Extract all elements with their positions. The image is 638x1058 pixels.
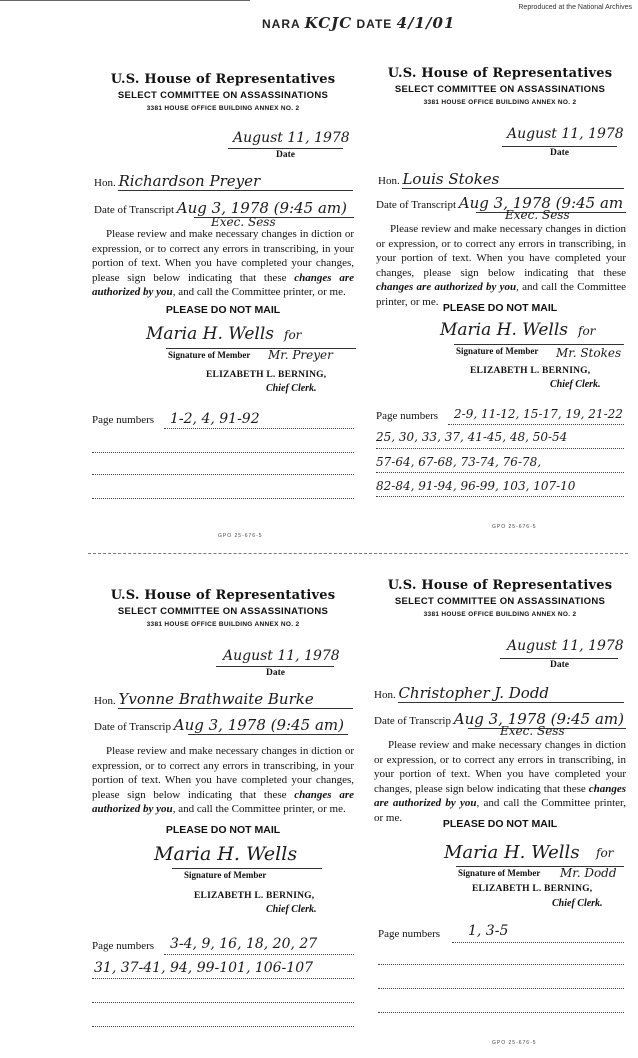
signature-for: for <box>578 324 596 338</box>
transcript-date: Aug 3, 1978 (9:45 am) <box>173 716 344 734</box>
transcript-row <box>376 194 623 212</box>
signature-label: Signature of Member <box>458 868 541 878</box>
session-note: Exec. Sess <box>505 208 570 222</box>
pages-label: Page numbers <box>376 410 439 422</box>
session-note: Exec. Sess <box>500 724 565 738</box>
handwritten-date: August 11, 1978 <box>507 126 624 142</box>
page-numbers-line: 57-64, 67-68, 73-74, 76-78, <box>376 455 542 469</box>
signature-label: Signature of Member <box>168 350 251 360</box>
committee-address: 3381 HOUSE OFFICE BUILDING ANNEX NO. 2 <box>423 99 577 106</box>
signature-label: Signature of Member <box>456 346 539 356</box>
date-underline <box>228 148 343 149</box>
hon-underline <box>118 708 353 709</box>
instructions: Please review and make necessary changes in diction or expression, or to correct any errors in transcribing, in your portion of text. When you have completed your changes, please sign below indicating that these changes are authorized by you, and call the Committee printer, or me. <box>376 223 626 308</box>
instructions: Please review and make necessary changes in diction or expression, or to correct any errors in transcribing, in your portion of text. When you have completed your changes, please sign below indicating that these changes are authorized by you, and call the Committee printer, or me. <box>92 228 354 298</box>
signature-label: Signature of Member <box>184 870 267 880</box>
footer-code: GPO 25-676-5 <box>492 1040 537 1046</box>
pages-line <box>448 424 624 425</box>
transcript-underline <box>188 734 348 735</box>
signature-underline <box>172 868 322 869</box>
member-name: Richardson Preyer <box>118 172 261 190</box>
pages-line <box>92 1026 354 1027</box>
do-not-mail: PLEASE DO NOT MAIL <box>165 304 281 316</box>
signature-underline <box>454 344 624 345</box>
footer-code: GPO 25-676-5 <box>218 533 263 539</box>
pages-line <box>378 988 624 989</box>
form-title: U.S. House of Representatives <box>110 72 336 87</box>
transcript-card <box>88 72 358 542</box>
do-not-mail: PLEASE DO NOT MAIL <box>165 824 281 836</box>
page-numbers-line: 2-9, 11-12, 15-17, 19, 21-22 <box>454 407 623 421</box>
transcript-label: Date of Transcrip <box>94 721 171 733</box>
pages-line <box>452 942 624 943</box>
form-title: U.S. House of Representatives <box>387 66 613 81</box>
date-label: Date <box>276 150 295 160</box>
form-title: U.S. House of Representatives <box>387 578 613 593</box>
clerk-name: ELIZABETH L. BERNING, <box>206 370 327 380</box>
pages-line <box>92 978 354 979</box>
date-label: Date <box>550 148 569 158</box>
session-note: Exec. Sess <box>211 215 276 229</box>
committee-name: SELECT COMMITTEE ON ASSASSINATIONS <box>117 606 329 617</box>
clerk-name: ELIZABETH L. BERNING, <box>472 884 593 894</box>
handwritten-date: August 11, 1978 <box>223 648 340 664</box>
transcript-label: Date of Transcript <box>94 204 175 216</box>
pages-line <box>378 1012 624 1013</box>
transcript-row <box>94 716 344 734</box>
handwritten-date: August 11, 1978 <box>507 638 624 654</box>
date-underline <box>500 658 618 659</box>
transcript-label: Date of Transcrip <box>374 715 451 727</box>
signature-for: for <box>596 846 614 860</box>
transcript-row <box>374 710 624 728</box>
page-numbers-line: 25, 30, 33, 37, 41-45, 48, 50-54 <box>376 430 568 444</box>
instructions: Please review and make necessary changes in diction or expression, or to correct any errors in transcribing, in your portion of text. When you have completed your changes, please sign below indicating that these changes are authorized by you, and call the Committee printer, or me. <box>374 739 627 824</box>
clerk-name: ELIZABETH L. BERNING, <box>194 891 315 901</box>
hon-underline <box>402 188 624 189</box>
pages-line <box>376 448 624 449</box>
pages-line <box>92 474 354 475</box>
pages-line <box>164 954 354 955</box>
do-not-mail: PLEASE DO NOT MAIL <box>442 302 558 314</box>
hon-label: Hon. <box>94 695 116 707</box>
date-underline <box>502 146 617 147</box>
clerk-title: Chief Clerk. <box>266 383 317 394</box>
signature-member: Mr. Stokes <box>556 346 622 360</box>
date-underline <box>216 666 334 667</box>
page-numbers-line: 1, 3-5 <box>468 923 509 939</box>
signature-for: for <box>284 328 302 342</box>
hon-underline <box>118 190 353 191</box>
page-numbers-line: 3-4, 9, 16, 18, 20, 27 <box>170 936 318 952</box>
committee-address: 3381 HOUSE OFFICE BUILDING ANNEX NO. 2 <box>423 611 577 618</box>
date-label: Date <box>266 668 285 678</box>
clerk-name: ELIZABETH L. BERNING, <box>470 366 591 376</box>
page-numbers-line: 31, 37-41, 94, 99-101, 106-107 <box>94 960 314 976</box>
archive-note: Reproduced at the National Archives <box>518 4 632 11</box>
transcript-card <box>372 578 628 1048</box>
committee-name: SELECT COMMITTEE ON ASSASSINATIONS <box>394 84 606 95</box>
hon-label: Hon. <box>374 689 396 701</box>
committee-address: 3381 HOUSE OFFICE BUILDING ANNEX NO. 2 <box>146 105 300 112</box>
transcript-date: Aug 3, 1978 (9:45 am) <box>176 199 348 217</box>
pages-line <box>376 496 624 497</box>
member-name: Christopher J. Dodd <box>398 684 550 702</box>
clerk-title: Chief Clerk. <box>552 898 603 909</box>
signature-member: Mr. Preyer <box>268 348 333 362</box>
hon-row <box>378 170 499 188</box>
pages-line <box>378 964 624 965</box>
signature: Maria H. Wells <box>146 324 275 344</box>
pages-line <box>92 452 354 453</box>
committee-name: SELECT COMMITTEE ON ASSASSINATIONS <box>394 596 606 607</box>
pages-line <box>92 1002 354 1003</box>
hon-label: Hon. <box>94 177 116 189</box>
footer-code: GPO 25-676-5 <box>492 524 537 530</box>
stamp-prefix: NARA <box>262 17 301 31</box>
pages-line <box>376 472 624 473</box>
signature: Maria H. Wells <box>154 843 298 865</box>
do-not-mail: PLEASE DO NOT MAIL <box>442 818 558 830</box>
hon-row <box>94 172 260 190</box>
committee-name: SELECT COMMITTEE ON ASSASSINATIONS <box>117 90 329 101</box>
stamp-date-label: DATE <box>356 17 393 31</box>
transcript-label: Date of Transcript <box>376 199 457 211</box>
instructions: Please review and make necessary changes in diction or expression, or to correct any errors in transcribing, in your portion of text. When you have completed your changes, please sign below indicating that these changes are authorized by you, and call the Committee printer, or me. <box>92 745 354 815</box>
form-title: U.S. House of Representatives <box>110 588 336 603</box>
transcript-date: Aug 3, 1978 (9:45 am) <box>453 710 624 728</box>
signature-member: Mr. Dodd <box>560 866 617 880</box>
archive-stamp <box>262 14 455 32</box>
pages-label: Page numbers <box>92 940 155 952</box>
stamp-initials: KCJC <box>304 14 353 32</box>
handwritten-date: August 11, 1978 <box>233 130 350 146</box>
clerk-title: Chief Clerk. <box>266 904 317 915</box>
page-numbers-line: 82-84, 91-94, 96-99, 103, 107-10 <box>376 479 576 493</box>
member-name: Louis Stokes <box>402 170 500 188</box>
transcript-date: Aug 3, 1978 (9:45 am <box>458 194 624 212</box>
hon-label: Hon. <box>378 175 400 187</box>
hon-underline <box>398 702 624 703</box>
page-numbers-line: 1-2, 4, 91-92 <box>170 411 260 427</box>
pages-label: Page numbers <box>378 928 441 940</box>
pages-label: Page numbers <box>92 414 155 426</box>
stamp-underline <box>0 0 250 1</box>
clerk-title: Chief Clerk. <box>550 379 601 390</box>
pages-line <box>164 428 354 429</box>
committee-address: 3381 HOUSE OFFICE BUILDING ANNEX NO. 2 <box>146 621 300 628</box>
divider-horizontal <box>88 553 628 554</box>
hon-row <box>374 684 549 702</box>
transcript-card <box>372 66 628 536</box>
member-name: Yvonne Brathwaite Burke <box>118 690 314 708</box>
stamp-date: 4/1/01 <box>396 14 456 32</box>
pages-line <box>92 498 354 499</box>
signature: Maria H. Wells <box>444 842 580 863</box>
date-label: Date <box>550 660 569 670</box>
hon-row <box>94 690 314 708</box>
signature: Maria H. Wells <box>440 320 569 340</box>
transcript-card <box>88 588 358 1058</box>
